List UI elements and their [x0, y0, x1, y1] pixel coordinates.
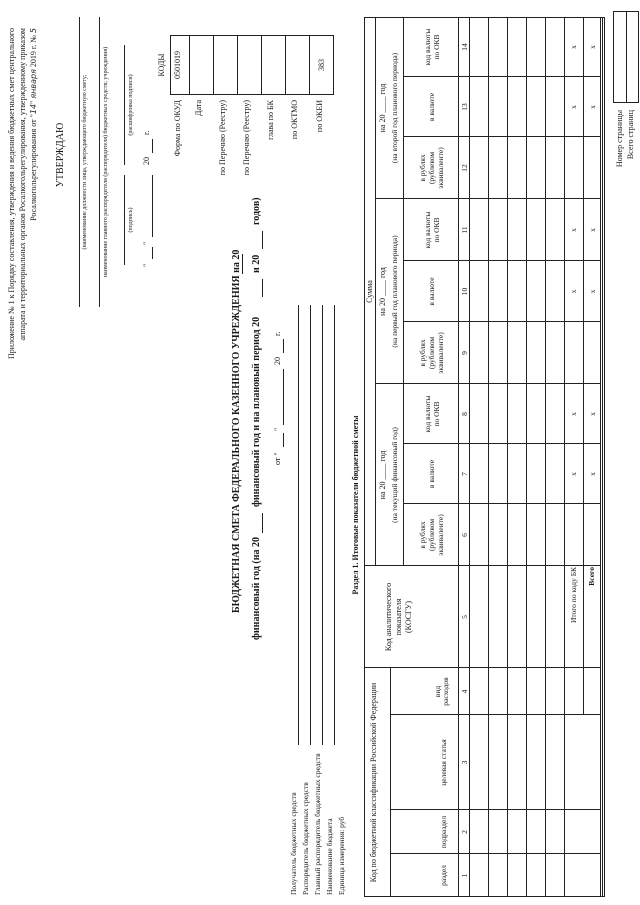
y2-cur: в валюте	[427, 277, 436, 306]
y2-rub: в рублях (рублевом эквиваленте)	[418, 332, 445, 374]
approve-caption-sign: (подпись)	[128, 207, 134, 233]
appendix-date-day: 14	[29, 103, 38, 115]
col-num-3: 3	[460, 760, 469, 765]
col-num-12: 12	[460, 164, 469, 172]
year-3-na: на 20 ____ год	[378, 83, 387, 133]
y1-cur: в валюте	[427, 459, 436, 489]
col-num-11: 11	[460, 226, 469, 234]
approve-caption-head: (наименование должности лица, утверждающего бюджетную смету;	[82, 74, 88, 250]
col-num-5: 5	[460, 615, 469, 619]
head-code-1: Код по бюджетной классификации Российской Федерации	[369, 682, 378, 883]
field-manager: Распорядитель бюджетных средств	[301, 782, 310, 895]
head-sum: Сумма	[365, 280, 374, 303]
y3-rub: в рублях (рублевом эквиваленте)	[418, 147, 445, 189]
appendix-date-month: января	[29, 69, 38, 99]
budget-estimate-form: Приложение № 1 к Порядку составления, утверждения и ведения бюджетных смет центрального аппарата и территориальных органов Росалкогольрегулирования, утвержденному приказом Росалкогольрегулирования от "14" января 2019 г. № 5 УТВЕРЖДАЮ (наименование должности лица, утверждающего бюджетную смету; наименование главного распорядителя (распорядителя) бюджетных средств; учреждения) (подпись) (расшифровка подписи) " " 20 г. КОДЫ 0501019 383 Форма по ОКУД Дата по Перечню (Реестру) по Перечню (Реестру) глава по БК по ОКТМО по ОКЕИ БЮДЖЕТНАЯ СМЕТА ФЕДЕРАЛЬНОГО КАЗЕННОГО УЧРЕЖДЕНИЯ на 20 финансовый год (на 20 финансовый год и на плановый период 20 и 20 годов) от " " 20 г. Получатель бюджетных средств Распорядитель бюджетных средств Главный распорядитель бюджетных средств Наименование бюджета Единица измерения: руб Раздел 1. Итоговые показатели бюджетной сметы Код по бюджетной классификации Российской Федерации раздел подраздел целевая статья вид расходов Код аналитического показателя (КОСГУ) Сумма на 20 ____ год (на текущий финансовый год) на 20 ____ год (на первый год планового периода) на 20 ____ год (на второй год планового периода) в рублях (рублевом эквиваленте) в валюте код валюты по ОКВ в рублях (рублевом эквиваленте) в валюте код валюты по ОКВ в рублях (рублевом эквиваленте) в валюте код валюты по ОКВ 1 2 3 4 5 6 7 8 9 10 11 12 13 14 Итого по коду БК Всего х х х х х х х х х х х х Номер страницы Всего страниц	[0, 0, 640, 905]
head-section: раздел	[439, 865, 448, 886]
x-mark: х	[569, 105, 578, 109]
col-num-4: 4	[460, 689, 469, 694]
year-2-period: (на первый год планового периода)	[390, 235, 399, 348]
appendix-line-2: аппарата и территориальных органов Росалкогольрегулирования, утвержденному приказом	[18, 28, 27, 341]
y3-cur: в валюте	[427, 92, 436, 122]
approve-date: "	[142, 263, 151, 267]
y1-okv: код валюты по ОКВ	[423, 395, 441, 433]
appendix-number: 5	[29, 28, 38, 34]
section-title: Раздел 1. Итоговые показатели бюджетной сметы	[351, 415, 360, 595]
y1-rub: в рублях (рублевом эквиваленте)	[418, 514, 445, 556]
col-num-9: 9	[460, 351, 469, 355]
approve-caption-org: наименование главного распорядителя (распорядителя) бюджетных средств; учреждения)	[103, 46, 109, 278]
col-num-10: 10	[460, 287, 469, 296]
y3-okv: код валюты по ОКВ	[423, 28, 441, 66]
head-target: целевая статья	[439, 739, 448, 786]
year-1-na: на 20 ____ год	[378, 450, 387, 500]
col-num-14: 14	[460, 43, 469, 51]
x-mark: х	[569, 228, 578, 232]
appendix-line-1: Приложение № 1 к Порядку составления, утверждения и ведения бюджетных смет центрального	[7, 28, 16, 359]
page-number-label: Номер страницы	[615, 110, 624, 168]
code-label-oktmo: по ОКТМО	[290, 100, 299, 140]
col-num-7: 7	[460, 472, 469, 476]
field-budget-name: Наименование бюджета	[325, 818, 334, 895]
field-recipient: Получатель бюджетных средств	[289, 792, 298, 895]
x-mark: х	[588, 105, 597, 109]
x-mark: х	[588, 45, 597, 49]
x-mark: х	[569, 412, 578, 416]
approve-title: УТВЕРЖДАЮ	[55, 122, 66, 188]
code-label-reestr-1: по Перечню (Реестру)	[218, 100, 227, 176]
code-okei: 383	[317, 59, 326, 71]
col-num-2: 2	[460, 830, 469, 834]
field-unit: Единица измерения: руб	[337, 816, 346, 895]
code-okud: 0501019	[173, 51, 182, 79]
appendix-line-3: Росалкогольрегулирования от "14" января 2019 г. № 5	[29, 28, 38, 221]
code-label-okud: Форма по ОКУД	[173, 100, 182, 157]
total-all-label: Всего	[587, 567, 596, 586]
head-kosgu: Код аналитического показателя (КОСГУ)	[384, 582, 413, 652]
head-kind: вид расходов	[433, 677, 450, 706]
code-label-reestr-2: по Перечню (Реестру)	[242, 100, 251, 176]
code-label-okei: по ОКЕИ	[315, 100, 324, 133]
x-mark: х	[569, 45, 578, 49]
x-mark: х	[569, 289, 578, 294]
approve-caption-name: (расшифровка подписи)	[128, 74, 134, 136]
col-num-13: 13	[460, 103, 469, 111]
total-bk-label: Итого по коду БК	[569, 567, 578, 624]
col-num-6: 6	[460, 533, 469, 537]
form-date: от "	[273, 452, 282, 465]
x-mark: х	[588, 228, 597, 232]
form-subtitle: финансовый год (на 20	[251, 536, 262, 640]
head-subsection: подраздел	[439, 815, 448, 849]
code-label-date: Дата	[194, 100, 203, 116]
x-mark: х	[588, 472, 597, 476]
x-mark: х	[569, 472, 578, 476]
col-num-1: 1	[460, 873, 469, 878]
x-mark: х	[588, 412, 597, 416]
x-mark: х	[588, 289, 597, 294]
pages-total-label: Всего страниц	[626, 110, 635, 160]
year-1-period: (на текущий финансовый год)	[390, 427, 399, 523]
col-num-8: 8	[460, 412, 469, 416]
codes-head: КОДЫ	[157, 53, 166, 77]
year-2-na: на 20 ____ год	[378, 267, 387, 316]
year-3-period: (на второй год планового периода)	[390, 52, 399, 164]
field-main-manager: Главный распорядитель бюджетных средств	[313, 753, 322, 895]
y2-okv: код валюты по ОКВ	[423, 211, 441, 249]
form-title: БЮДЖЕТНАЯ СМЕТА ФЕДЕРАЛЬНОГО КАЗЕННОГО УЧРЕЖДЕНИЯ на 20	[231, 249, 242, 613]
code-label-bk: глава по БК	[266, 100, 275, 140]
